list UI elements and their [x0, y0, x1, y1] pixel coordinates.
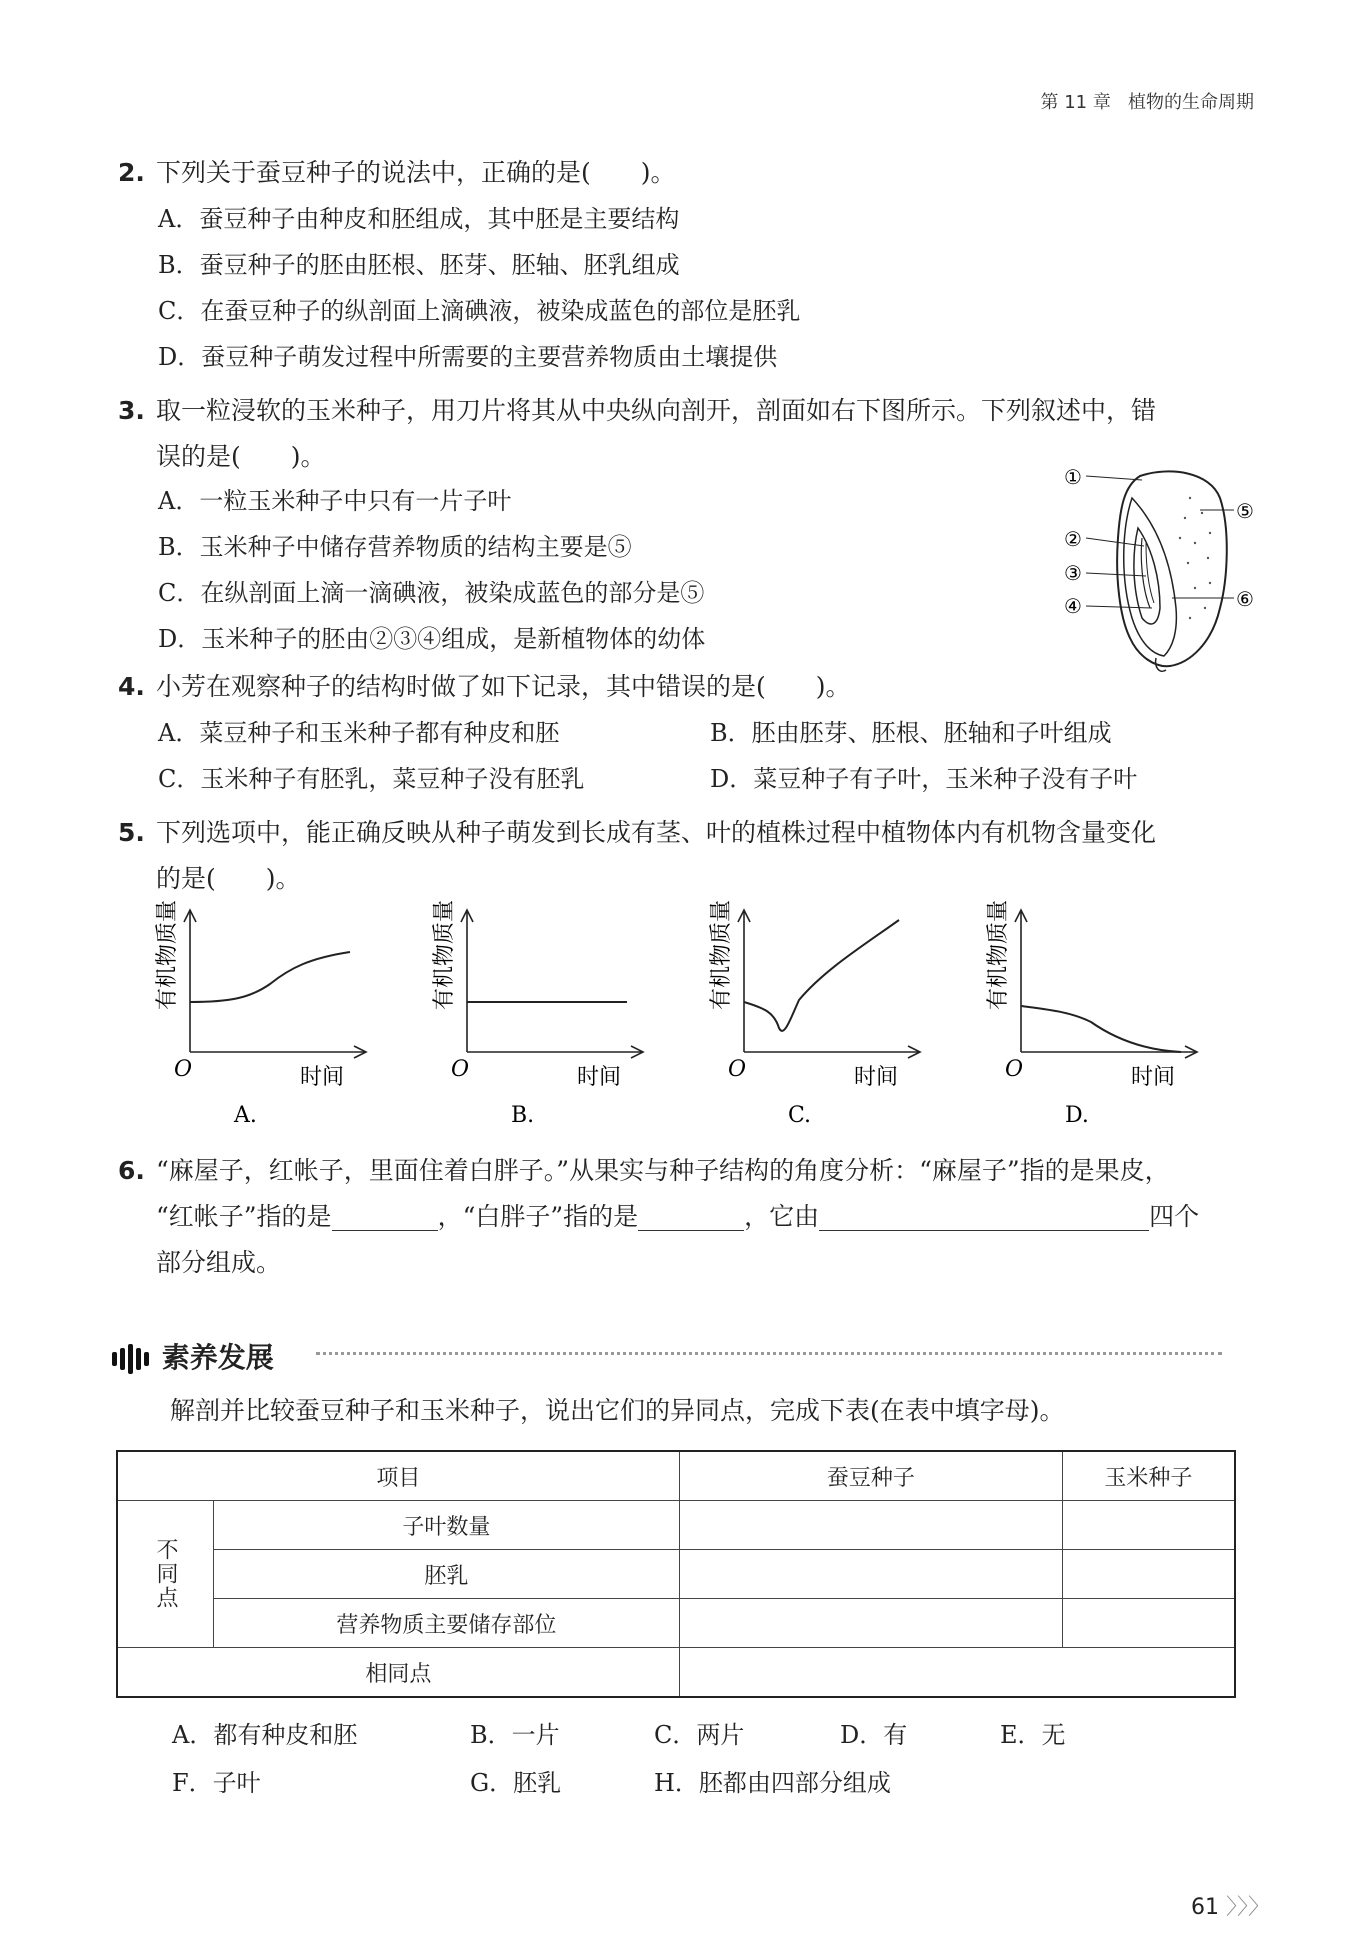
- choice-a: A．都有种皮和胚: [172, 1721, 358, 1749]
- choice-b: B．一片: [470, 1721, 560, 1749]
- table-row-label: 相同点: [117, 1648, 679, 1698]
- q2-option-b: B．蚕豆种子的胚由胚根、胚芽、胚轴、胚乳组成: [158, 251, 680, 279]
- question-stem: 下列选项中，能正确反映从种子萌发到长成有茎、叶的植株过程中植物体内有机物含量变化: [156, 818, 1157, 847]
- question-2: [118, 150, 1238, 196]
- question-number: 4.: [118, 672, 145, 701]
- figure-label-3: ③: [1064, 561, 1082, 585]
- question-number: 3.: [118, 396, 145, 425]
- origin-label: O: [728, 1057, 747, 1082]
- chart-option-label: D.: [1065, 1103, 1089, 1128]
- table-row-label: 子叶数量: [214, 1501, 680, 1550]
- question-number: 2.: [118, 158, 145, 187]
- q3-option-b: B．玉米种子中储存营养物质的结构主要是⑤: [158, 533, 632, 561]
- page-header: [1040, 88, 1254, 114]
- q3-option-c: C．在纵剖面上滴一滴碘液，被染成蓝色的部分是⑤: [158, 579, 705, 607]
- answer-blank-3[interactable]: [819, 1202, 1149, 1231]
- y-axis-label: 有机物质量: [986, 900, 1011, 1010]
- q4-option-b: B．胚由胚芽、胚根、胚轴和子叶组成: [710, 719, 1112, 747]
- section-title: 素养发展: [161, 1341, 274, 1374]
- x-axis-label: 时间: [300, 1065, 345, 1090]
- section-intro: 解剖并比较蚕豆种子和玉米种子，说出它们的异同点，完成下表(在表中填字母)。: [170, 1396, 1065, 1425]
- page-number: [1191, 1890, 1270, 1921]
- table-group-label: 不同点: [117, 1501, 214, 1648]
- page-number-text: 61: [1190, 1895, 1219, 1920]
- corn-seed-diagram: [1060, 458, 1260, 678]
- chart-2: [417, 900, 667, 1140]
- series-line: [744, 920, 899, 1031]
- origin-label: O: [451, 1057, 470, 1082]
- question-stem: “麻屋子，红帐子，里面住着白胖子。”从果实与种子结构的角度分析：“麻屋子”指的是果皮，: [156, 1156, 1170, 1185]
- figure-label-1: ①: [1064, 465, 1082, 489]
- x-axis-label: 时间: [1131, 1065, 1176, 1090]
- q6-text-c: ，它由: [744, 1202, 820, 1231]
- chart-option-label: C.: [788, 1103, 812, 1128]
- q3-option-a: A．一粒玉米种子中只有一片子叶: [158, 487, 512, 515]
- table-header-item: 项目: [117, 1451, 679, 1501]
- choice-f: F．子叶: [172, 1769, 261, 1797]
- q6-text-d: 四个: [1149, 1202, 1200, 1231]
- question-5: [118, 810, 1238, 856]
- table-row-label: 胚乳: [214, 1550, 680, 1599]
- x-axis-label: 时间: [577, 1065, 622, 1090]
- choice-g: G．胚乳: [470, 1769, 562, 1797]
- chart-option-label: B.: [511, 1103, 535, 1128]
- section-header: [112, 1336, 274, 1376]
- figure-label-5: ⑤: [1236, 499, 1254, 523]
- table-cell[interactable]: [679, 1599, 1062, 1648]
- table-cell[interactable]: [1062, 1550, 1235, 1599]
- table-cell[interactable]: [679, 1550, 1062, 1599]
- table-cell[interactable]: [679, 1501, 1062, 1550]
- table-header-broad-bean: 蚕豆种子: [679, 1451, 1062, 1501]
- table-cell[interactable]: [1062, 1501, 1235, 1550]
- table-cell[interactable]: [1062, 1599, 1235, 1648]
- table-cell[interactable]: [679, 1648, 1235, 1698]
- figure-label-2: ②: [1064, 527, 1082, 551]
- origin-label: O: [174, 1057, 193, 1082]
- section-bars-icon: [112, 1341, 152, 1374]
- question-6-line2: [156, 1194, 1276, 1240]
- y-axis-label: 有机物质量: [432, 900, 457, 1010]
- choice-d: D．有: [840, 1721, 908, 1749]
- q6-text-b: ，“白胖子”指的是: [437, 1202, 639, 1231]
- question-3: [118, 388, 1238, 434]
- question-5-stem-cont: 的是( )。: [156, 864, 301, 893]
- q3-option-d: D．玉米种子的胚由②③④组成，是新植物体的幼体: [158, 625, 706, 653]
- section-divider: [316, 1352, 1222, 1355]
- question-6-line3: 部分组成。: [156, 1248, 282, 1277]
- chart-3: [694, 900, 944, 1140]
- table-header-corn: 玉米种子: [1062, 1451, 1235, 1501]
- question-stem: 小芳在观察种子的结构时做了如下记录，其中错误的是( )。: [156, 672, 851, 701]
- choice-e: E．无: [1000, 1721, 1066, 1749]
- table-row-label: 营养物质主要储存部位: [214, 1599, 680, 1648]
- choice-c: C．两片: [654, 1721, 745, 1749]
- chapter-number: 第 11 章: [1040, 92, 1111, 113]
- q4-option-d: D．菜豆种子有子叶，玉米种子没有子叶: [710, 765, 1138, 793]
- question-6: [118, 1148, 1238, 1194]
- choice-h: H．胚都由四部分组成: [654, 1769, 891, 1797]
- q2-option-d: D．蚕豆种子萌发过程中所需要的主要营养物质由土壤提供: [158, 343, 778, 371]
- figure-label-6: ⑥: [1236, 587, 1254, 611]
- q6-text-a: “红帐子”指的是: [156, 1202, 332, 1231]
- y-axis-label: 有机物质量: [709, 900, 734, 1010]
- chapter-title: 植物的生命周期: [1128, 92, 1254, 113]
- question-number: 5.: [118, 818, 145, 847]
- question-number: 6.: [118, 1156, 145, 1185]
- chart-1: [140, 900, 390, 1140]
- figure-label-4: ④: [1064, 594, 1082, 618]
- q4-option-c: C．玉米种子有胚乳，菜豆种子没有胚乳: [158, 765, 585, 793]
- origin-label: O: [1005, 1057, 1024, 1082]
- series-line: [1021, 1006, 1181, 1052]
- comparison-table: [116, 1450, 1236, 1698]
- chart-4: [971, 900, 1221, 1140]
- chart-option-label: A.: [234, 1103, 257, 1128]
- q4-option-a: A．菜豆种子和玉米种子都有种皮和胚: [158, 719, 560, 747]
- series-line: [190, 952, 350, 1002]
- page-arrows-icon: 〉〉〉: [1225, 1895, 1270, 1920]
- question-4: [118, 664, 1238, 710]
- x-axis-label: 时间: [854, 1065, 899, 1090]
- q2-option-c: C．在蚕豆种子的纵剖面上滴碘液，被染成蓝色的部位是胚乳: [158, 297, 801, 325]
- question-stem: 下列关于蚕豆种子的说法中，正确的是( )。: [156, 158, 676, 187]
- answer-blank-1[interactable]: [332, 1202, 438, 1231]
- answer-blank-2[interactable]: [638, 1202, 744, 1231]
- q5-charts: [140, 900, 1200, 1140]
- question-3-stem-cont: 误的是( )。: [156, 442, 326, 471]
- y-axis-label: 有机物质量: [155, 900, 180, 1010]
- question-stem: 取一粒浸软的玉米种子，用刀片将其从中央纵向剖开，剖面如右下图所示。下列叙述中，错: [156, 396, 1157, 425]
- q2-option-a: A．蚕豆种子由种皮和胚组成，其中胚是主要结构: [158, 205, 680, 233]
